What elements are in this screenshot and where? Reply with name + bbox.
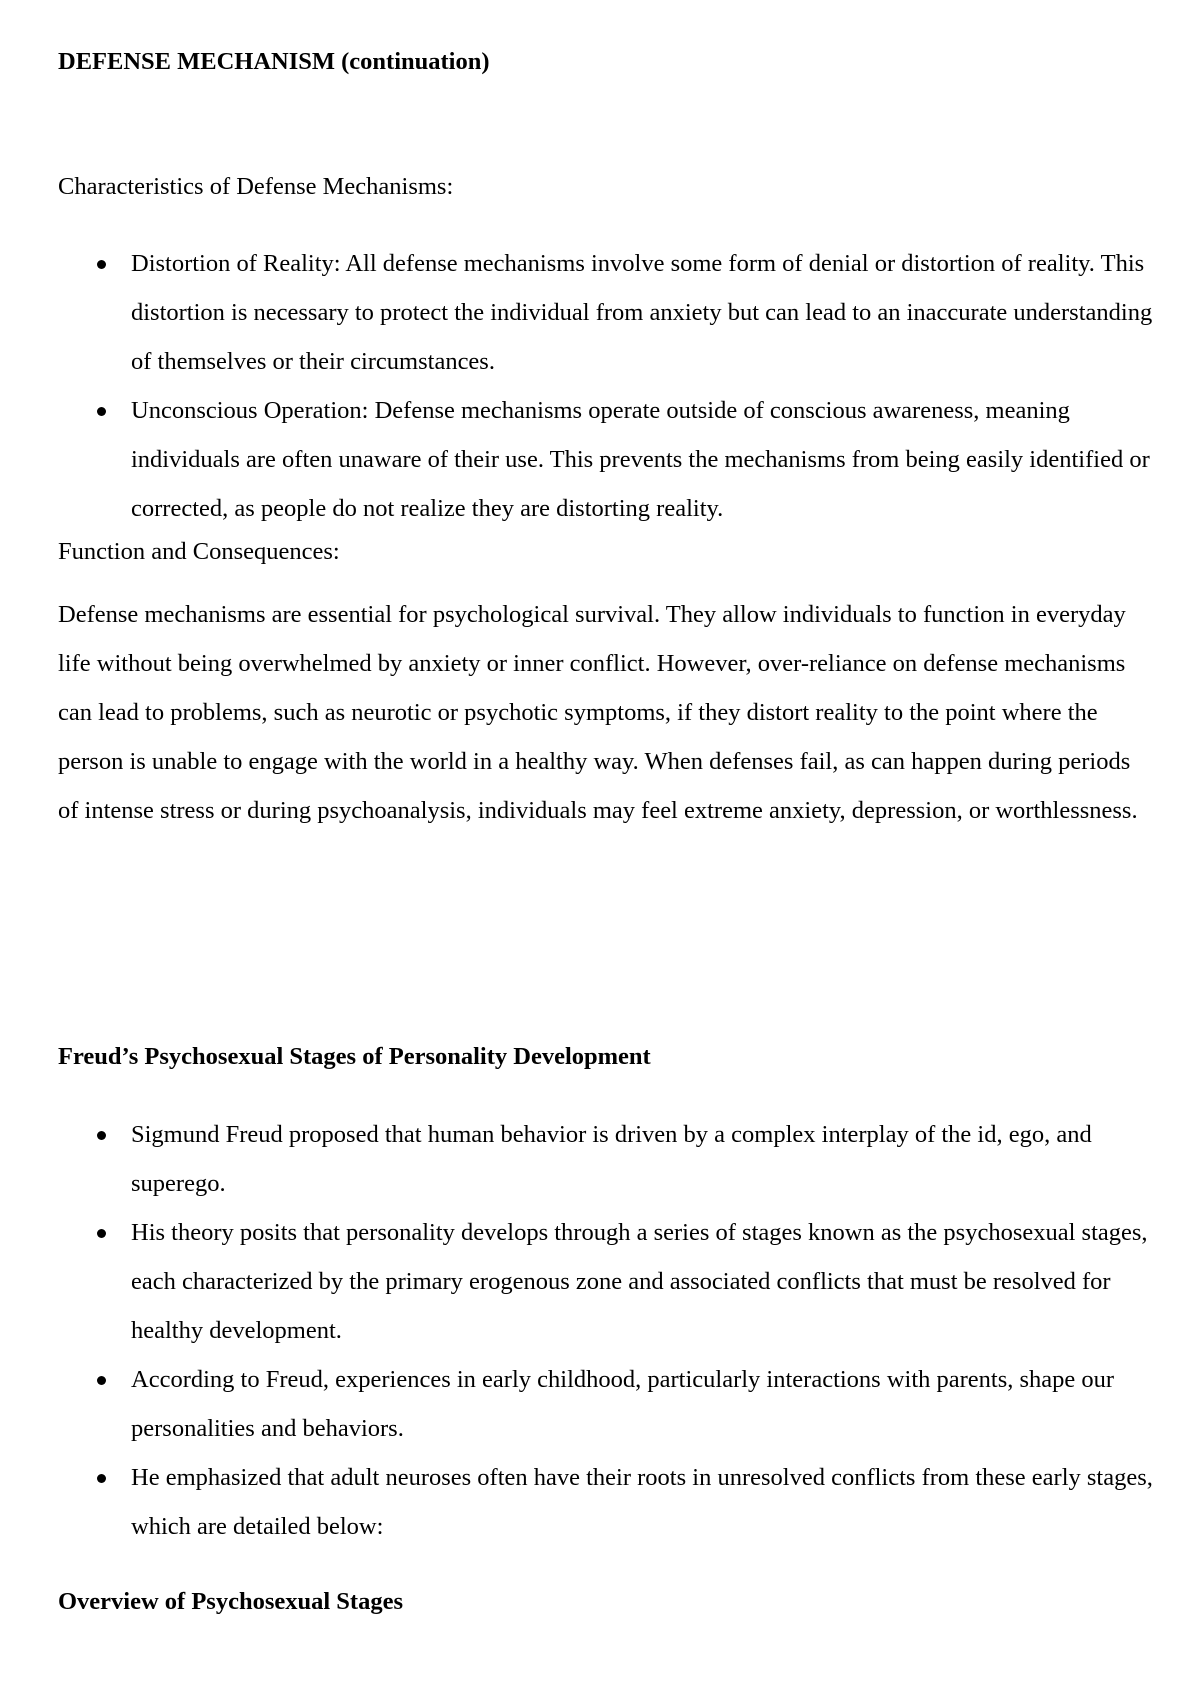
freud-points-list [0, 1110, 1200, 1551]
function-heading: Function and Consequences: [58, 538, 340, 565]
list-item [0, 1355, 1171, 1453]
characteristics-list [0, 239, 1200, 533]
list-item-text: According to Freud, experiences in early childhood, particularly interactions with parents, shape our personalities and behaviors. [131, 1366, 1115, 1442]
list-item [0, 1208, 1171, 1355]
document-title: DEFENSE MECHANISM (continuation) [58, 48, 490, 75]
list-item-text: Distortion of Reality: All defense mechanisms involve some form of denial or distortion of reality. This distortion is necessary to protect the individual from anxiety but can lead to an inaccurate understanding of themselves or their circumstances. [131, 250, 1153, 375]
bullet-icon [97, 407, 106, 416]
list-item [0, 1110, 1171, 1208]
list-item-text: He emphasized that adult neuroses often have their roots in unresolved conflicts from these early stages, which are detailed below: [131, 1464, 1153, 1540]
list-item [0, 239, 1171, 386]
freud-heading: Freud’s Psychosexual Stages of Personality Development [58, 1043, 651, 1070]
bullet-icon [97, 260, 106, 269]
bullet-icon [97, 1131, 106, 1140]
list-item-text: His theory posits that personality develops through a series of stages known as the psychosexual stages, each characterized by the primary erogenous zone and associated conflicts that must be resolved for healthy development. [131, 1219, 1148, 1344]
list-item-text: Unconscious Operation: Defense mechanisms operate outside of conscious awareness, meaning individuals are often unaware of their use. This prevents the mechanisms from being easily identified or corrected, as people do not realize they are distorting reality. [131, 397, 1150, 522]
list-item [0, 386, 1171, 533]
list-item-text: Sigmund Freud proposed that human behavior is driven by a complex interplay of the id, ego, and superego. [131, 1121, 1092, 1197]
bullet-icon [97, 1376, 106, 1385]
overview-heading: Overview of Psychosexual Stages [58, 1588, 403, 1615]
list-item [0, 1453, 1171, 1551]
bullet-icon [97, 1229, 106, 1238]
characteristics-heading: Characteristics of Defense Mechanisms: [58, 173, 454, 200]
function-paragraph: Defense mechanisms are essential for psychological survival. They allow individuals to function in everyday life without being overwhelmed by anxiety or inner conflict. However, over-reliance on defense mechanisms can lead to problems, such as neurotic or psychotic symptoms, if they distort reality to the point where the person is unable to engage with the world in a healthy way. When defenses fail, as can happen during periods of intense stress or during psychoanalysis, individuals may feel extreme anxiety, depression, or worthlessness. [58, 601, 1138, 824]
bullet-icon [97, 1474, 106, 1483]
